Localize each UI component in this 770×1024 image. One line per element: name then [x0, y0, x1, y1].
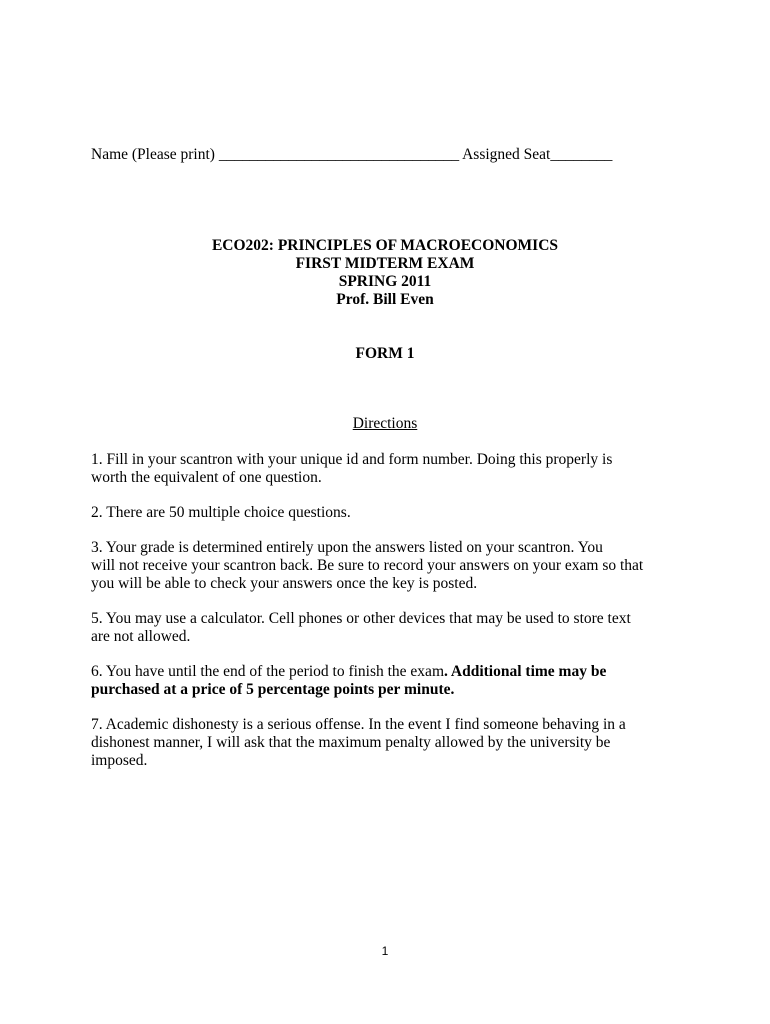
form-label: FORM 1: [355, 345, 415, 362]
exam-term: SPRING 2011: [338, 273, 432, 290]
professor-name: Prof. Bill Even: [336, 291, 434, 308]
direction-item-7: [91, 716, 651, 770]
direction-item-2: [91, 504, 651, 522]
exam-title: FIRST MIDTERM EXAM: [295, 255, 475, 272]
direction-6-line-1: [91, 663, 651, 681]
direction-6-plain-text: 6. You have until the end of the period to finish the exam: [91, 663, 444, 680]
direction-3-line-1: 3. Your grade is determined entirely upon the answers listed on your scantron. You: [91, 539, 603, 556]
direction-item-1: [91, 451, 651, 487]
direction-6-bold-text: . Additional time may be: [444, 663, 607, 680]
name-and-seat-field: Name (Please print) _______________________________ Assigned Seat________: [91, 146, 613, 163]
exam-title-block: [0, 237, 770, 309]
direction-7-line-3: imposed.: [91, 752, 148, 769]
direction-3-line-3: you will be able to check your answers once the key is posted.: [91, 575, 478, 592]
direction-item-5: [91, 610, 651, 646]
course-title: ECO202: PRINCIPLES OF MACROECONOMICS: [211, 237, 559, 254]
directions-heading: Directions: [352, 415, 418, 432]
direction-item-3: [91, 539, 651, 593]
direction-1-line-2: worth the equivalent of one question.: [91, 469, 322, 486]
direction-5-line-2: are not allowed.: [91, 628, 191, 645]
direction-7-line-1: 7. Academic dishonesty is a serious offense. In the event I find someone behaving in a: [91, 716, 626, 733]
direction-5-line-1: 5. You may use a calculator. Cell phones or other devices that may be used to store text: [91, 610, 631, 627]
direction-7-line-2: dishonest manner, I will ask that the maximum penalty allowed by the university be: [91, 734, 611, 751]
direction-2-line-1: 2. There are 50 multiple choice questions.: [91, 504, 351, 521]
direction-3-line-2: will not receive your scantron back. Be sure to record your answers on your exam so that: [91, 557, 644, 574]
page-number: 1: [381, 944, 389, 958]
direction-1-line-1: 1. Fill in your scantron with your unique id and form number. Doing this properly is: [91, 451, 613, 468]
directions-list: [91, 451, 651, 787]
direction-item-6: [91, 663, 651, 699]
direction-6-line-2: purchased at a price of 5 percentage points per minute.: [91, 681, 455, 698]
